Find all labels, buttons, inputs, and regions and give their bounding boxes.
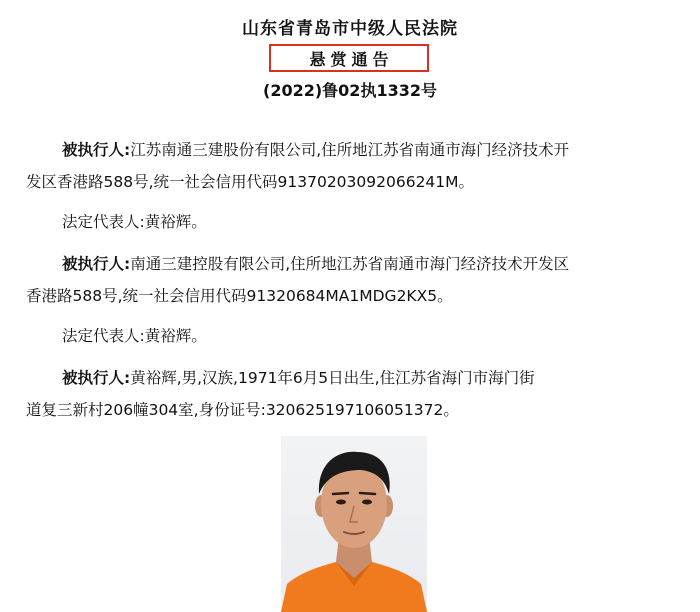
entry-5-line-2: 道复三新村206幢304室,身份证号:320625197106051372。 <box>26 401 459 419</box>
entry-5-label: 被执行人: <box>62 369 131 387</box>
entry-5 <box>26 362 676 426</box>
entry-5-line-1 <box>26 362 676 394</box>
case-number: (2022)鲁02执1332号 <box>263 81 437 100</box>
entry-2 <box>26 206 676 238</box>
entry-3-label: 被执行人: <box>62 255 131 273</box>
entry-3 <box>26 248 676 312</box>
entry-3-line-1 <box>26 248 676 280</box>
entry-1-line-2: 发区香港路588号,统一社会信用代码91370203092066241M。 <box>26 173 475 191</box>
entry-1 <box>26 134 676 198</box>
right-eye <box>362 500 372 505</box>
notice-title-box <box>269 44 429 72</box>
court-name: 山东省青岛市中级人民法院 <box>242 19 458 39</box>
entry-3-line-2: 香港路588号,统一社会信用代码91320684MA1MDG2KX5。 <box>26 287 453 305</box>
entry-4-text: 法定代表人:黄裕辉。 <box>62 327 207 345</box>
entry-2-text: 法定代表人:黄裕辉。 <box>62 213 207 231</box>
entry-5-text-1: 黄裕辉,男,汉族,1971年6月5日出生,住江苏省海门市海门街 <box>130 369 535 387</box>
entry-4 <box>26 320 676 352</box>
entry-1-label: 被执行人: <box>62 141 131 159</box>
portrait-photo <box>281 436 427 612</box>
notice-title: 悬赏通告 <box>309 49 394 69</box>
left-brow <box>333 493 348 494</box>
left-eye <box>336 500 346 505</box>
entry-3-text-1: 南通三建控股有限公司,住所地江苏省南通市海门经济技术开发区 <box>130 255 570 273</box>
entry-1-text-1: 江苏南通三建股份有限公司,住所地江苏省南通市海门经济技术开 <box>130 141 570 159</box>
entry-1-line-1 <box>26 134 676 166</box>
portrait-svg <box>281 436 427 612</box>
right-brow <box>360 493 375 494</box>
